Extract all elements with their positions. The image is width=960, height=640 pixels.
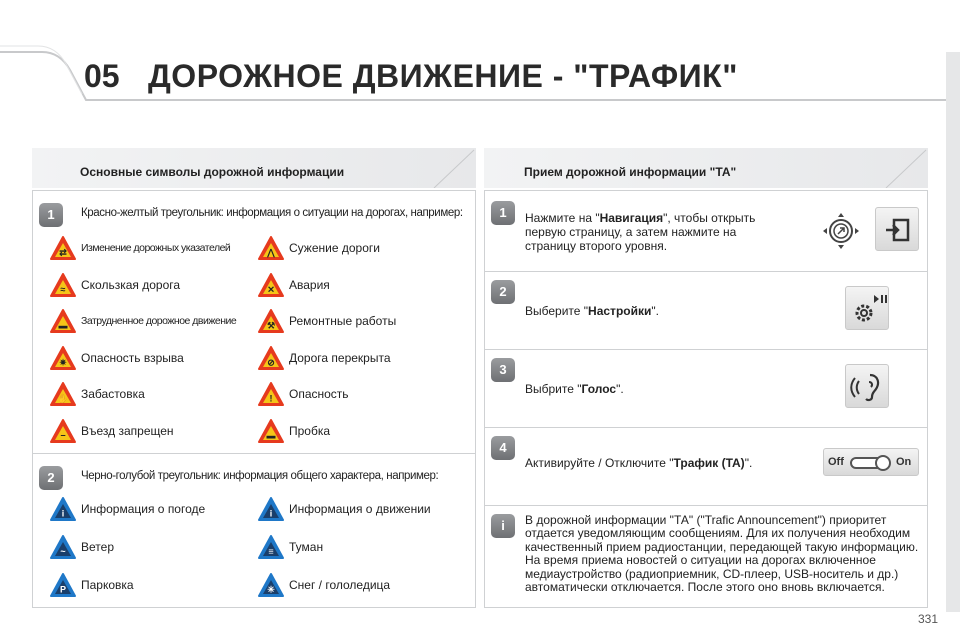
step-badge: 3 — [491, 358, 515, 382]
step-3-text: Выбрите "Голос". — [525, 382, 624, 396]
slippery-road-icon — [49, 272, 77, 298]
svg-text:−: − — [60, 430, 66, 440]
ta-steps-panel — [484, 190, 928, 608]
symbol-label: Ремонтные работы — [289, 314, 397, 328]
symbol-label: Въезд запрещен — [81, 423, 174, 438]
svg-text:⊘: ⊘ — [267, 357, 275, 367]
blue-triangle-section — [33, 453, 475, 609]
explosion-danger-icon — [49, 345, 77, 371]
info-text: В дорожной информации "ТА" ("Trafic Announcement") приоритет отдается уведомляющим сообщениям. Для их получения необходим качественный прием радиостанции, передающей такую информацию. На время приема новостей о ситуации на дорогах включенное медиаустройство (радиоприемник, CD-плеер, USB-носитель и др.) автоматически отключается. После этого оно вновь включается. — [525, 513, 919, 595]
step-badge: 1 — [39, 203, 63, 227]
snow-ice-icon — [257, 572, 285, 598]
navigation-joystick-icon[interactable] — [819, 209, 863, 253]
symbol-item — [257, 496, 457, 522]
toggle-off-label: Off — [828, 456, 844, 468]
settings-gear-icon[interactable] — [845, 286, 889, 330]
heavy-traffic-icon — [49, 308, 77, 334]
svg-text:P: P — [59, 584, 67, 595]
step-badge: 2 — [39, 466, 63, 490]
ta-step-3 — [485, 349, 927, 427]
symbol-label: Дорога перекрыта — [289, 350, 391, 365]
svg-text:✳: ✳ — [267, 584, 275, 595]
no-entry-icon — [49, 418, 77, 444]
left-section-title: Основные символы дорожной информации — [80, 165, 345, 179]
symbol-item — [49, 534, 249, 560]
symbol-label: Опасность — [289, 387, 349, 401]
step-badge: 1 — [491, 201, 515, 225]
symbol-item — [49, 235, 249, 261]
ta-step-1 — [485, 191, 927, 271]
symbol-label: Пробка — [289, 423, 331, 438]
symbols-panel — [32, 190, 476, 608]
svg-text:✷: ✷ — [59, 357, 67, 367]
road-signs-change-icon — [49, 235, 77, 261]
roadworks-icon — [257, 308, 285, 334]
symbol-item — [49, 381, 249, 407]
accident-icon — [257, 272, 285, 298]
symbol-item — [257, 418, 457, 444]
symbol-label: Информация о движении — [289, 502, 431, 516]
traffic-info-icon — [257, 496, 285, 522]
symbol-item — [49, 572, 249, 598]
voice-icon[interactable] — [845, 364, 889, 408]
symbol-label: Забастовка — [81, 387, 145, 401]
symbol-label: Изменение дорожных указателей — [81, 242, 231, 254]
traffic-jam-icon — [257, 418, 285, 444]
symbol-label: Ветер — [81, 540, 114, 554]
symbol-label: Парковка — [81, 578, 134, 592]
symbol-label: Скользкая дорога — [81, 277, 181, 292]
step-badge: 4 — [491, 436, 515, 460]
red-triangle-caption: Красно-желтый треугольник: информация о ситуации на дорогах, например: — [81, 207, 463, 219]
page-arrow-icon[interactable] — [875, 207, 919, 251]
svg-text:i: i — [61, 508, 65, 519]
toggle-on-label: On — [896, 456, 912, 468]
symbol-item — [257, 381, 457, 407]
step-4-text: Активируйте / Отключите "Трафик (TA)". — [525, 456, 753, 470]
parking-icon — [49, 572, 77, 598]
symbol-item — [257, 345, 457, 371]
symbol-item — [257, 272, 457, 298]
svg-text:⚒: ⚒ — [266, 320, 276, 331]
danger-exclamation-icon — [257, 381, 285, 407]
page-number: 331 — [917, 612, 938, 626]
side-tab — [946, 52, 960, 612]
chapter-number: 05 — [84, 58, 120, 94]
symbol-label: Снег / гололедица — [289, 578, 391, 592]
page-title: ДОРОЖНОЕ ДВИЖЕНИЕ - "ТРАФИК" — [148, 58, 738, 94]
svg-text:≡: ≡ — [268, 546, 274, 557]
svg-text:▬: ▬ — [58, 320, 68, 331]
ta-step-2 — [485, 271, 927, 349]
wind-icon — [49, 534, 77, 560]
strike-icon — [49, 381, 77, 407]
svg-text:✕: ✕ — [267, 284, 275, 294]
svg-text:✋: ✋ — [57, 393, 69, 404]
svg-text:▬: ▬ — [266, 430, 276, 440]
symbol-item — [257, 308, 457, 334]
symbol-item — [49, 308, 249, 334]
symbol-item — [257, 572, 457, 598]
page-header — [0, 0, 960, 110]
symbol-label: Затрудненное дорожное движение — [81, 315, 237, 327]
svg-text:~: ~ — [60, 546, 66, 557]
svg-text:⋀: ⋀ — [267, 247, 275, 258]
symbol-label: Авария — [289, 277, 330, 292]
traffic-ta-toggle[interactable] — [823, 448, 919, 476]
fog-icon — [257, 534, 285, 560]
symbol-label: Сужение дороги — [289, 241, 380, 255]
ta-info-note — [485, 505, 927, 609]
step-badge: 2 — [491, 280, 515, 304]
symbol-item — [49, 418, 249, 444]
toggle-knob — [875, 455, 891, 471]
symbol-label: Опасность взрыва — [81, 350, 184, 365]
step-1-text: Нажмите на "Навигация", чтобы открыть первую страницу, а затем нажмите на страницу второго уровня. — [525, 211, 756, 253]
red-triangle-section — [33, 191, 475, 453]
road-narrows-icon — [257, 235, 285, 261]
svg-text:!: ! — [269, 393, 273, 404]
blue-triangle-caption: Черно-голубой треугольник: информация общего характера, например: — [81, 470, 439, 482]
symbol-item — [49, 496, 249, 522]
right-section-title: Прием дорожной информации "ТА" — [524, 165, 737, 179]
symbol-item — [257, 235, 457, 261]
left-section-header — [32, 148, 476, 188]
symbol-label: Туман — [289, 540, 324, 554]
symbol-item — [49, 272, 249, 298]
svg-text:≈: ≈ — [60, 284, 66, 294]
right-section-header — [484, 148, 928, 188]
symbol-label: Информация о погоде — [81, 502, 206, 516]
info-icon: i — [491, 514, 515, 538]
road-closed-icon — [257, 345, 285, 371]
symbol-item — [49, 345, 249, 371]
svg-text:i: i — [269, 508, 273, 519]
symbol-item — [257, 534, 457, 560]
svg-text:⇄: ⇄ — [59, 247, 67, 258]
toggle-track — [850, 457, 890, 469]
step-2-text: Выберите "Настройки". — [525, 304, 659, 318]
weather-info-icon — [49, 496, 77, 522]
ta-step-4 — [485, 427, 927, 505]
